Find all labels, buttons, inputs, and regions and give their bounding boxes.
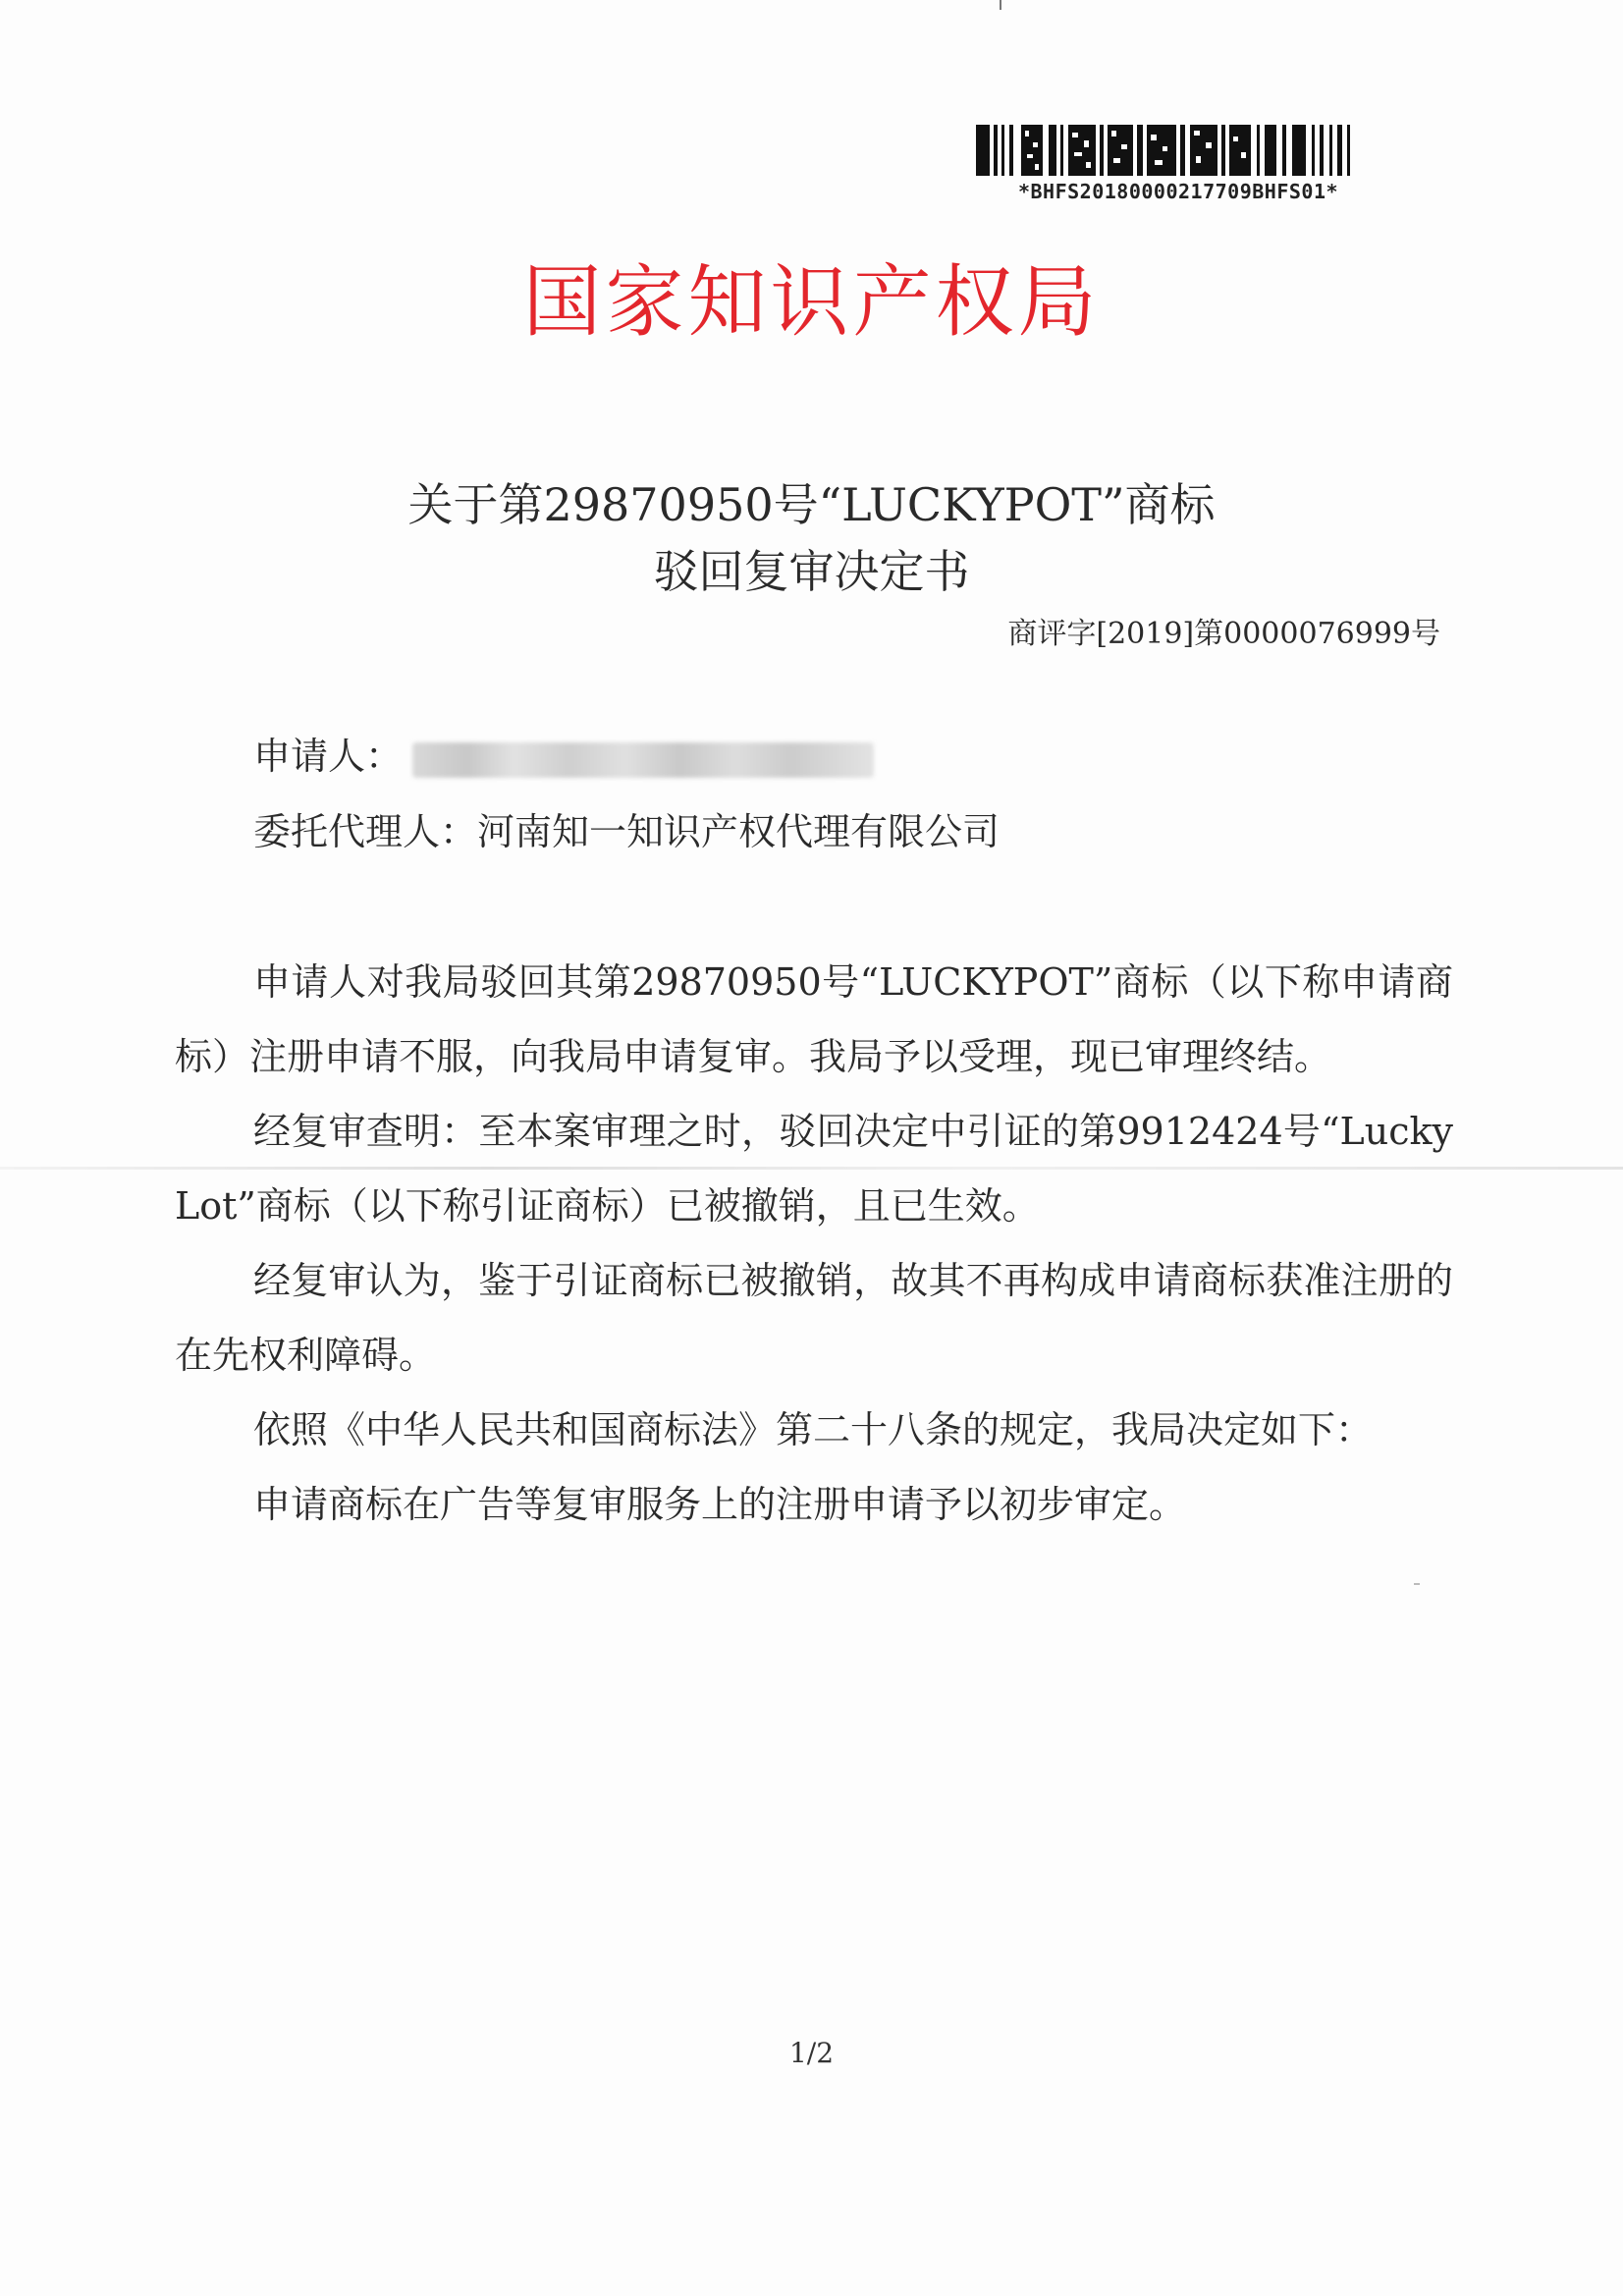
agent-row <box>253 807 1000 856</box>
paragraph-decision: 申请商标在广告等复审服务上的注册申请予以初步审定。 <box>253 1483 1187 1526</box>
applicant-row <box>253 732 874 781</box>
scan-edge-mark <box>1000 0 1001 10</box>
barcode-icon <box>972 125 1384 176</box>
scan-fold-line <box>0 1167 1623 1170</box>
paragraph-legal-basis: 依照《中华人民共和国商标法》第二十八条的规定，我局决定如下： <box>253 1408 1374 1451</box>
agency-heading: 国家知识产权局 <box>522 256 1101 348</box>
scan-speck <box>1414 1583 1420 1585</box>
agent-value: 河南知一知识产权代理有限公司 <box>477 810 1001 853</box>
paragraph-reasoning: 经复审认为，鉴于引证商标已被撤销，故其不再构成申请商标获准注册的在先权利障碍。 <box>175 1259 1453 1377</box>
decision-body <box>175 945 1453 1542</box>
document-title-line-1: 关于第29870950号“LUCKYPOT”商标 <box>407 478 1216 531</box>
document-number: 商评字[2019]第0000076999号 <box>1007 617 1440 651</box>
document-title-line-2: 驳回复审决定书 <box>653 545 970 598</box>
barcode-block <box>972 125 1384 203</box>
paragraph-review-request: 申请人对我局驳回其第29870950号“LUCKYPOT”商标（以下称申请商标）注册申请不服，向我局申请复审。我局予以受理，现已审理终结。 <box>175 960 1453 1078</box>
applicant-label: 申请人： <box>253 735 404 778</box>
barcode-number: *BHFS20180000217709BHFS01* <box>1017 180 1339 203</box>
applicant-redacted-value <box>412 742 874 778</box>
page-number: 1/2 <box>788 2037 835 2069</box>
agent-label: 委托代理人： <box>253 810 478 853</box>
paragraph-findings: 经复审查明：至本案审理之时，驳回决定中引证的第9912424号“Lucky Lot”商标（以下称引证商标）已被撤销，且已生效。 <box>175 1110 1453 1228</box>
